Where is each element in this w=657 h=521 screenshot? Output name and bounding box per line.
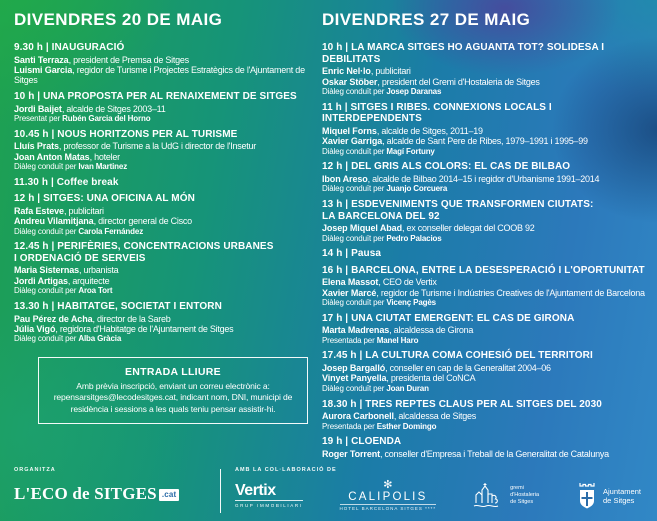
moderator-line: Presentat per Rubén Garcia del Horno [14,113,151,123]
free-entry-title: ENTRADA LLIURE [125,365,221,378]
free-entry-text [48,381,298,415]
session [322,248,645,260]
leco-logo-text: L'ECO de SITGES [14,484,157,503]
column-title: DIVENDRES 20 DE MAIG [14,10,223,29]
footer-divider [220,469,221,513]
session-time-title: 12 h | SITGES: UNA OFICINA AL MÓN [14,193,195,205]
entry-email: repensarsitges@lecodesitges.cat [53,392,176,403]
moderator-line: Presentada per Esther Domingo [322,421,437,431]
session-time-title: 17 h | UNA CIUTAT EMERGENT: EL CAS DE GIRONA [322,312,575,324]
speaker-line: Roger Torrent, conseller d'Empresa i Treball de la Generalitat de Catalunya [322,448,609,459]
session [14,301,310,344]
footer-logos-bar [0,463,657,521]
ajuntament-line: de Sitges [603,495,635,505]
moderator-line: Diàleg conduït per Juanjo Corcuera [322,184,448,194]
session [322,102,645,157]
calipolis-logo [340,480,437,511]
session [322,265,645,308]
speaker-line: Ibon Areso, alcalde de Bilbao 2014–15 i regidor d'Urbanisme 1991–2014 [322,173,600,184]
session [14,241,310,296]
pinwheel-icon: ✻ [383,478,393,491]
session-time-title: 13.30 h | HABITATGE, SOCIETAT I ENTORN [14,300,222,312]
cat-tld-badge: .cat [159,489,180,501]
session-time-title: 11.30 h | Coffee break [14,176,119,188]
speaker-line: Rafa Esteve, publicitari [14,205,104,216]
speaker-line: Pau Pérez de Acha, director de la Sareb [14,313,171,324]
session-time-title: 10.45 h | NOUS HORITZONS PER AL TURISME [14,128,238,140]
moderator-line: Diàleg conduït per Aroa Tort [14,286,113,296]
gremi-line: gremi [510,485,524,492]
session-time-title: 17.45 h | LA CULTURA COMA COHESIÓ DEL TERRITORI [322,350,593,362]
vertix-logo [235,483,303,508]
speaker-line: Marta Madrenas, alcaldessa de Girona [322,325,474,336]
speaker-line: Enric Nel·lo, publicitari [322,66,411,77]
speaker-line: Xavier Marcé, regidor de Turisme i Indústries Creatives de l'Ajuntament de Barcelona [322,287,645,298]
session-time-title: 12.45 h | PERIFÈRIES, CONCENTRACIONS URBANES I ORDENACIÓ DE SERVEIS [14,241,274,264]
speaker-line: Elena Massot, CEO de Vertix [322,277,437,288]
moderator-line: Diàleg conduït per Ivan Martinez [14,162,128,171]
moderator-line: Diàleg conduït per Magí Fortuny [322,146,435,156]
session-time-title: 16 h | BARCELONA, ENTRE LA DESESPERACIÓ I L'OPORTUNITAT [322,264,645,276]
moderator-line: Presentada per Manel Haro [322,335,419,345]
column-title: DIVENDRES 27 DE MAIG [322,10,531,29]
organizer-label: ORGANITZA [14,467,56,473]
organizer-block [14,467,210,513]
session [14,42,310,86]
speaker-line: Maria Sisternas, urbanista [14,265,119,276]
calipolis-logo-subtext: HOTEL BARCELONA SITGES **** [339,506,437,512]
gremi-hostaleria-logo [473,481,539,511]
speaker-line: Santi Terraza, president de Premsa de Sitges [14,54,189,65]
ajuntament-line: Ajuntament [603,486,641,496]
speaker-line: Jordi Baijet, alcalde de Sitges 2003–11 [14,103,166,114]
speaker-line: Jordi Artigas, arquitecte [14,275,110,286]
vertix-logo-subtext: GRUP IMMOBILIARI [235,500,303,508]
speaker-line: Oskar Stöber, president del Gremi d'Hostaleria de Sitges [322,76,540,87]
moderator-line: Diàleg conduït per Vicenç Pagès [322,298,436,308]
session [322,399,645,432]
column-may-20 [14,8,310,464]
session-list-may-27 [322,42,645,459]
gremi-logo-text [510,485,539,506]
column-may-27 [322,8,645,464]
session [322,350,645,393]
shield-icon [576,481,598,511]
speaker-line: Andreu Vilamitjana, director general de Cisco [14,216,192,227]
moderator-line: Diàleg conduït per Josep Daranas [322,87,442,97]
speaker-line: Xavier Garriga, alcalde de Sant Pere de Ribes, 1979–1991 i 1995–99 [322,136,588,147]
collaborators-block [235,467,641,513]
speaker-line: Josep Bargalló, conseller en cap de la Generalitat 2004–06 [322,363,551,374]
session-time-title: 12 h | DEL GRIS ALS COLORS: EL CAS DE BILBAO [322,161,571,173]
speaker-line: Josep Miquel Abad, ex conseller delegat del COOB 92 [322,223,535,234]
session-time-title: 19 h | CLOENDA [322,436,402,448]
session-time-title: 10 h | UNA PROPOSTA PER AL RENAIXEMENT DE SITGES [14,90,297,102]
session-time-title: 10 h | LA MARCA SITGES HO AGUANTA TOT? SOLIDESA I DEBILITATS [322,42,605,65]
collaborator-logos [235,478,641,513]
session-time-title: 18.30 h | TRES REPTES CLAUS PER AL SITGES DEL 2030 [322,398,602,410]
church-skyline-icon [473,481,507,511]
session [322,161,645,194]
session-time-title: 11 h | SITGES I RIBES. CONNEXIONS LOCALS I INTERDEPENDENTS [322,101,552,125]
collaborators-label: AMB LA COL·LABORACIÓ DE [235,467,337,473]
ajuntament-sitges-logo [576,481,641,511]
moderator-line: Diàleg conduït per Alba Gràcia [14,334,122,344]
calipolis-logo-text: CALIPOLIS [348,490,428,503]
speaker-line: Júlia Vigó, regidora d'Habitatge de l'Ajuntament de Sitges [14,323,234,334]
moderator-line: Diàleg conduït per Pedro Palacios [322,233,442,243]
vertix-logo-text: Vertix [235,482,276,500]
session [322,199,645,243]
session [322,42,645,97]
session [322,436,645,459]
session-list-may-20 [14,42,310,344]
speaker-line: Lluís Prats, professor de Turisme a la UdG i director de l'Insetur [14,141,256,152]
entry-intro: Amb prèvia inscripció, enviant un correu electrònic a: [76,380,270,391]
session [322,313,645,346]
entry-detail: , indicant nom, DNI, municipi de residència i sessions a les quals teniu pensar assistir-hi. [70,392,293,414]
session [14,177,310,189]
speaker-line: Joan Anton Matas, hoteler [14,151,120,162]
gremi-line: d'Hostaleria [510,492,540,499]
leco-de-sitges-logo [14,484,210,504]
ajuntament-logo-text [603,487,641,505]
speaker-line: Luismi Garcia, regidor de Turisme i Projectes Estratègics de l'Ajuntament de Sitges [14,65,305,86]
session [14,129,310,172]
moderator-line: Diàleg conduït per Joan Duran [322,383,429,393]
session [14,193,310,236]
session [14,91,310,124]
speaker-line: Miquel Forns, alcalde de Sitges, 2011–19 [322,125,483,136]
session-time-title: 14 h | Pausa [322,248,382,260]
speaker-line: Vinyet Panyella, presidenta del CoNCA [322,373,476,384]
session-time-title: 13 h | ESDEVENIMENTS QUE TRANSFORMEN CIUTATS: LA BARCELONA DEL 92 [322,198,594,222]
session-time-title: 9.30 h | INAUGURACIÓ [14,42,125,53]
gremi-line: de Sitges [510,498,534,505]
free-entry-box [38,357,308,424]
speaker-line: Aurora Carbonell, alcaldessa de Sitges [322,411,476,422]
moderator-line: Diàleg conduït per Carola Fernández [14,226,144,236]
